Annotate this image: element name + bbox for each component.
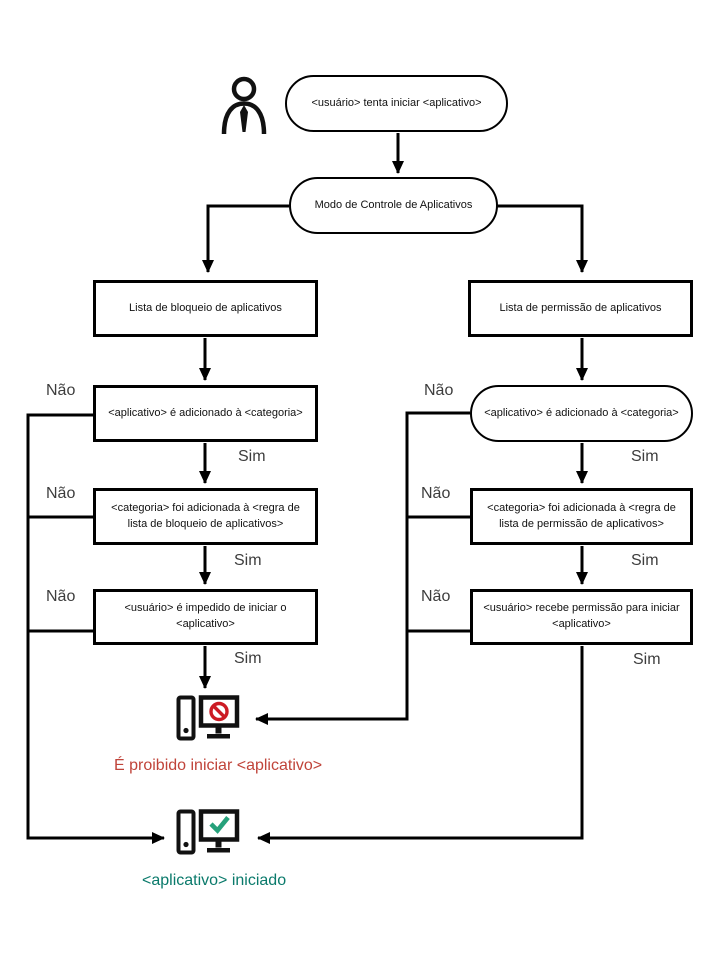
node-allow-step1: <aplicativo> é adicionado à <categoria> [470, 385, 693, 442]
yes-label-allow-3: Sim [633, 651, 661, 668]
node-allowlist: Lista de permissão de aplicativos [468, 280, 693, 337]
node-allow-step3: <usuário> recebe permissão para iniciar <aplicativo> [470, 589, 693, 645]
blocked-computer-icon [176, 695, 240, 745]
no-label-allow-3: Não [421, 588, 451, 605]
started-caption: <aplicativo> iniciado [142, 872, 287, 889]
node-deny-step1: <aplicativo> é adicionado à <categoria> [93, 385, 318, 442]
started-computer-icon [176, 809, 240, 859]
yes-label-deny-1: Sim [238, 448, 266, 465]
node-allow-step2: <categoria> foi adicionada à <regra de lista de permissão de aplicativos> [470, 488, 693, 545]
no-label-deny-1: Não [46, 382, 76, 399]
no-label-deny-3: Não [46, 588, 76, 605]
user-icon [220, 76, 268, 136]
node-start: <usuário> tenta iniciar <aplicativo> [285, 75, 508, 132]
yes-label-allow-1: Sim [631, 448, 659, 465]
node-denylist: Lista de bloqueio de aplicativos [93, 280, 318, 337]
no-label-allow-2: Não [421, 485, 451, 502]
node-deny-step3: <usuário> é impedido de iniciar o <aplicativo> [93, 589, 318, 645]
node-deny-step2: <categoria> foi adicionada à <regra de lista de bloqueio de aplicativos> [93, 488, 318, 545]
no-label-deny-2: Não [46, 485, 76, 502]
blocked-caption: É proibido iniciar <aplicativo> [114, 757, 323, 774]
yes-label-allow-2: Sim [631, 552, 659, 569]
yes-label-deny-3: Sim [234, 650, 262, 667]
yes-label-deny-2: Sim [234, 552, 262, 569]
node-app-control-mode: Modo de Controle de Aplicativos [289, 177, 498, 234]
no-label-allow-1: Não [424, 382, 454, 399]
